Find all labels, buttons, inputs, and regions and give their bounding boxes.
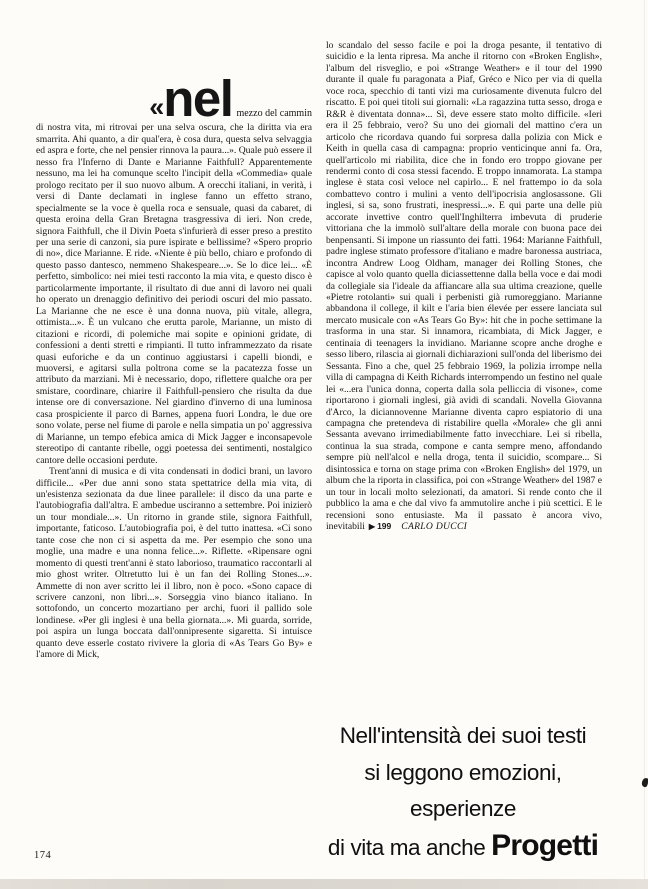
right-column bbox=[326, 40, 602, 862]
pull-quote-text: di vita ma anche bbox=[327, 834, 492, 860]
page-right-edge-line bbox=[644, 0, 645, 879]
article-opening bbox=[36, 40, 312, 127]
byline: CARLO DUCCI bbox=[401, 521, 468, 533]
body-paragraph: di nostra vita, mi ritrovai per una selva oscura, che la diritta via era smarrita. Ahi quanto, a dir qual'era, è cosa dura, questa selva selvaggia ed aspra e forte, che nel pensier rinnova la paura...». Quale può essere il nesso fra l'Inferno di Dante e Marianne Faithfull? Apparentemente nessuno, ma lei ha comunque scelto l'incipit della «Commedia» quale prologo recitato per il suo nuovo album. A orecchi italiani, in verità, i versi di Dante declamati in inglese fanno un effetto strano, specialmente se la voce è quella roca e sensuale, quasi da cabaret, di questa eroina della Gran Bretagna trasgressiva di ieri. Non crede, signora Faithfull, che il Divin Poeta s'infurierà di esser preso a prestito per una serie di canzoni, sia pure ispirate e bellissime? «Spero proprio di no», dice Marianne. E ride. «Niente è più bello, chiaro e profondo di questo passo dantesco, nemmeno Shakespeare...». Se lo dice lei... «È perfetto, simbolico: nei miei testi racconto la mia vita, e questo disco è particolarmente importante, il risultato di due anni di lavoro nei quali ho operato un drenaggio definitivo dei periodi oscuri del mio passato. La Marianne che ne esce è una donna nuova, più vitale, allegra, ottimista...». È un vulcano che erutta parole, Marianne, un misto di citazioni e ricordi, di polemiche mai sopite e opinioni gridate, di confessioni a denti stretti e rimpianti. Il tutto inframmezzato da risate quasi euforiche e da un continuo aggiustarsi i capelli biondi, e muoversi, e agitarsi sulla poltrona come se la pacatezza fosse un attributo da marziani. Mi è necessario, dopo, riflettere qualche ora per smistare, coordinare, chiarire il Faithfull-pensiero che risulta da due intense ore di conversazione. Nel giardino d'inverno di una luminosa casa prospiciente il parco di Barnes, appena fuori Londra, le due ore sono volate, perse nel fiume di parole e nella simpatia un po' aggressiva di Marianne, un tempo efebica amica di Mick Jagger e inconsapevole stereotipo di cantante ribelle, oggi poetessa dei sentimenti, nostalgico cantore delle occasioni perdute. bbox=[36, 122, 312, 466]
pull-quote-line: si leggono emozioni, esperienze bbox=[364, 759, 562, 821]
pull-quote-emphasis: Progetti bbox=[491, 828, 599, 862]
jump-arrow-icon: ▶ bbox=[368, 522, 376, 532]
page-bottom-edge-shadow bbox=[0, 879, 648, 889]
continued-on-page-marker bbox=[365, 521, 391, 531]
page-number: 174 bbox=[34, 850, 52, 861]
pull-quote-line bbox=[320, 828, 606, 867]
next-page-ink-mark bbox=[641, 777, 648, 787]
jump-page-number: 199 bbox=[377, 521, 392, 532]
pull-quote-line: Nell'intensità dei suoi testi bbox=[339, 723, 587, 748]
pull-quote bbox=[320, 718, 606, 866]
opening-dropword: nel bbox=[163, 70, 233, 127]
body-paragraph: Trent'anni di musica e di vita condensati in dodici brani, un lavoro difficile... «Per due anni sono stata spettatrice della mia vita, di un'esistenza sezionata da due linee parallele: il disco da una parte e l'autobiografia dall'altra. E ambedue usciranno a settembre. Poi inizierò un tour mondiale...». Un ritorno in grande stile, signora Faithfull, importante, faticoso. L'autobiografia poi, è del tutto inattesa. «Ci sono tante cose che non ci si aspetta da me. Per esempio che sono una moglie, una madre e una nonna felice...». Riflette. «Ripensare ogni momento di questi trent'anni è stato laborioso, traumatico raccontarli al mio ghost writer. Oltretutto lui è un fan dei Rolling Stones...». Ammette di non aver scritto lei il libro, non è poco. «Sono capace di scrivere canzoni, non libri...». Sorseggia vino bianco italiano. In sottofondo, un concerto mozartiano per archi, fuori il pallido sole londinese. «Per gli inglesi è una bella giornata...». Mi guarda, sorride, poi aspira un lunga boccata dall'onnipresente sigaretta. Si intuisce quanto deve esserle costato rivivere la gloria di «As Tears Go By» e l'amore di Mick, bbox=[36, 466, 312, 661]
body-text: lo scandalo del sesso facile e poi la droga pesante, il tentativo di suicidio e la lenta ripresa. Ma anche il ritorno con «Broken English», l'album del risveglio, e poi «Strange Weather» e il tour del 1990 durante il quale fu paragonata a Piaf, Gréco e Nico per via di quella voce roca, specchio di tanti vizi ma curiosamente divenuta fulcro del riscatto. E poi quei titoli sui giornali: «La ragazzina tutta sesso, droga e R&R è diventata donna»... Sì, deve essere stato molto difficile. «Ieri era il 25 febbraio, vero? Su uno dei giornali del mattino c'era un articolo che ricordava quando fui sorpresa dalla polizia con Mick e Keith in quella casa di campagna: proprio venticinque anni fa. Ora, quell'articolo mi riabilita, dice che in fondo ero troppo giovane per rendermi conto di cosa stessi facendo. E troppo innamorata. La stampa inglese è stata così veloce nel capirlo... E nel frattempo io da sola combattevo contro i mulini a vento dell'ipocrisia anglosassone. Gli inglesi, si sa, sono frustrati, inespressi...». E qui parte una delle più accorate invettive contro quell'Inghilterra imbevuta di pruderie vittoriana che la immolò sull'altare della morale con buona pace dei benpensanti. Si impone un riassunto dei fatti. 1964: Marianne Faithfull, padre inglese stimato professore d'italiano e madre baronessa austriaca, incontra Andrew Loog Oldham, manager dei Rolling Stones, che capisce al volo quanto quella diciassettenne dalla bella voce e dai modi da collegiale sia l'ideale da affiancare alla sua ultima creazione, quelle «Pietre rotolanti» sui quali i perbenisti già rumoreggiano. Marianne abbandona il college, il kilt e l'aria bien élevée per essere lanciata sul mercato musicale con «As Tears Go By»: hit che in poche settimane la trasforma in una star. Si innamora, ricambiata, di Mick Jagger, e centinaia di teenagers la invidiano. Marianne scopre anche droghe e sesso libero, rilascia ai giornali dichiarazioni sull'onda del liberismo dei Sessanta. Fino a che, quel 25 febbraio 1969, la polizia irrompe nella villa di campagna di Keith Richards interrompendo un festino nel quale lei «...era l'unica donna, coperta dalla sola pelliccia di visone», come riportarono i giornali inglesi, già avidi di scandali. Novella Giovanna d'Arco, la diciannovenne Marianne diventa capro espiatorio di una campagna che pretendeva di ristabilire quella «Morale» che gli anni Sessanta avevano irrimediabilmente fatto invecchiare. Lei si ribella, continua la sua strada, compone e canta sempre meno, affondando sempre più nell'alcol e nella droga, tenta il suicidio, scompare... Si disintossica e torna on stage prima con «Broken English» del 1979, un album che la riporta in classifica, poi con «Strange Weather» del 1987 e un tour in locali molto selezionati, da amatori. Si rende conto che il pubblico la ama e che dal vivo fa ammutolire anche i più scettici. E le recensioni sono entusiaste. Ma il passato è ancora vivo, inevitabili bbox=[326, 40, 602, 533]
opening-quote-mark: « bbox=[149, 92, 164, 122]
opening-lead-text: mezzo del cammin bbox=[236, 108, 312, 119]
body-paragraph bbox=[326, 40, 602, 532]
left-column bbox=[36, 40, 312, 850]
